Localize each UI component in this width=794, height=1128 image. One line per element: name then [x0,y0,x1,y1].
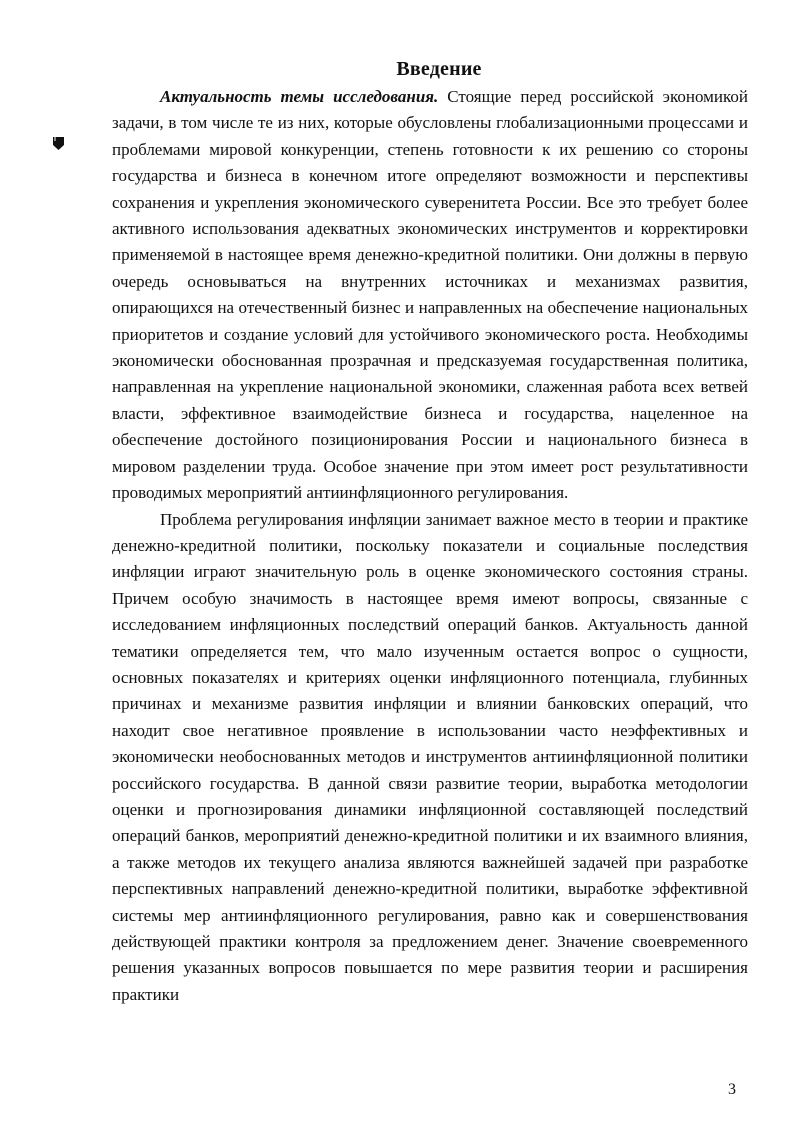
document-body [112,84,748,1008]
page-title: Введение [396,58,482,80]
relevance-text: Стоящие перед российской экономикой задачи, в том числе те из них, которые обусловлены глобализационными процессами и проблемами мировой конкуренции, степень готовности к их решению со стороны государства и бизнеса в конечном итоге определяют возможности и перспективы сохранения и укрепления экономического суверенитета России. Все это требует более активного использования адекватных экономических инструментов и корректировки применяемой в настоящее время денежно-кредитной политики. Они должны в первую очередь основываться на внутренних источниках и механизмах развития, опирающихся на отечественный бизнес и направленных на обеспечение национальных приоритетов и создание условий для устойчивого экономического роста. Необходимы экономически обоснованная прозрачная и предсказуемая государственная политика, направленная на укрепление национальной экономики, слаженная работа всех ветвей власти, эффективное взаимодействие бизнеса и государства, нацеленное на обеспечение достойного позиционирования России и национального бизнеса в мировом разделении труда. Особое значение при этом имеет рост результативности проводимых мероприятий антиинфляционного регулирования. [112,87,748,503]
paragraph-inflation-regulation [112,507,748,1009]
inflation-regulation-text: Проблема регулирования инфляции занимает важное место в теории и практике денежно-кредитной политики, поскольку показатели и социальные последствия инфляции играют значительную роль в оценке экономического состояния страны. Причем особую значимость в настоящее время имеют вопросы, связанные с исследованием инфляционных последствий операций банков. Актуальность данной тематики определяется тем, что мало изученным остается вопрос о сущности, основных показателях и критериях оценки инфляционного потенциала, глубинных причинах и механизме развития инфляции и влиянии банковских операций, что находит свое негативное проявление в использовании часто неэффективных и экономически необоснованных методов и инструментов антиинфляционной политики российского государства. В данной связи развитие теории, выработка методологии оценки и прогнозирования динамики инфляционной составляющей последствий операций банков, мероприятий денежно-кредитной политики и их взаимного влияния, а также методов их текущего анализа являются важнейшей задачей при разработке перспективных направлений денежно-кредитной политики, выработке эффективной системы мер антиинфляционного регулирования, равно как и совершенствования действующей практики контроля за предложением денег. Значение своевременного решения указанных вопросов повышается по мере развития теории и расширения практики [112,509,748,1004]
paragraph-relevance [112,84,748,507]
page-number: 3 [728,1081,736,1098]
bookmark-mark-icon [52,135,65,151]
relevance-heading: Актуальность темы исследования. [160,87,439,106]
